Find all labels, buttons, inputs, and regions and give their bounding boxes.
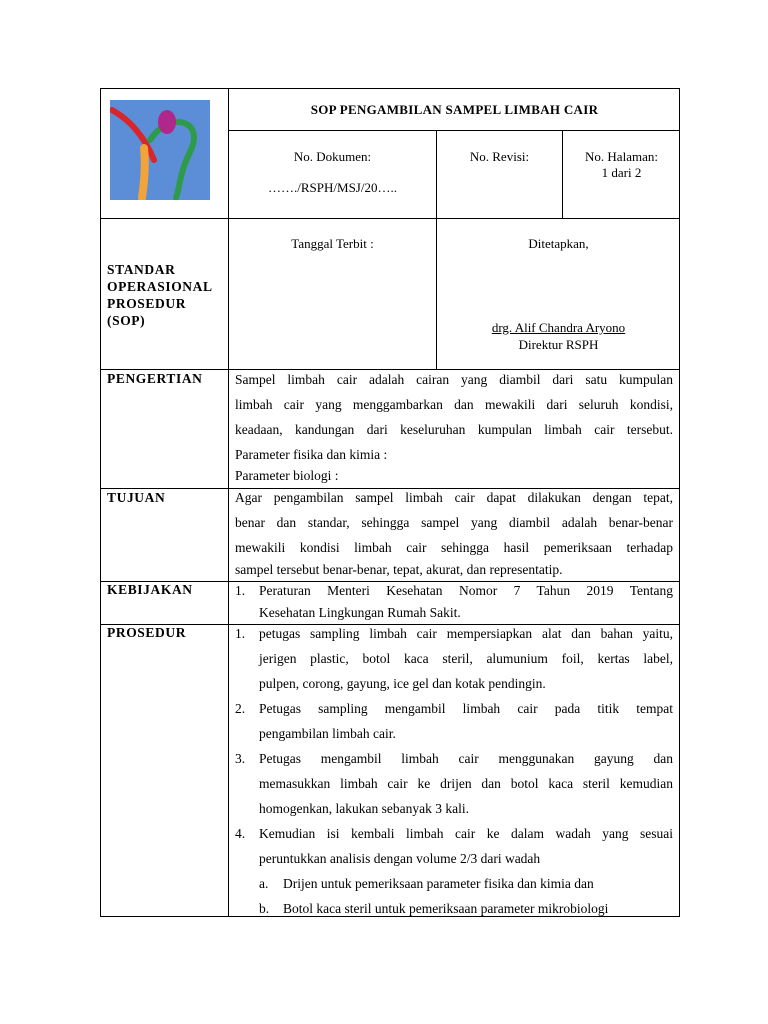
doc-number-value: ……./RSPH/MSJ/20…..: [268, 180, 397, 195]
prosedur-subline: Drijen untuk pemeriksaan parameter fisika dan kimia dan: [283, 876, 594, 891]
pengertian-line: keadaan, kandungan dari keseluruhan kumpulan limbah cair tersebut.: [235, 422, 673, 437]
list-number: 1.: [235, 626, 246, 641]
kebijakan-line: Peraturan Menteri Kesehatan Nomor 7 Tahun 2019 Tentang: [259, 583, 673, 598]
kebijakan-line: Kesehatan Lingkungan Rumah Sakit.: [259, 605, 461, 620]
list-item: [235, 621, 673, 696]
pengertian-text: [235, 367, 673, 484]
pengertian-line: Parameter fisika dan kimia :: [235, 447, 388, 462]
issue-date-label: Tanggal Terbit :: [291, 236, 374, 251]
list-item: [235, 578, 673, 623]
approved-label: Ditetapkan,: [528, 236, 589, 251]
revision-label: No. Revisi:: [469, 149, 530, 164]
tujuan-line: sampel tersebut benar-benar, tepat, akurat, dan representatip.: [235, 562, 563, 577]
prosedur-line: pengambilan limbah cair.: [259, 726, 396, 741]
list-number: 2.: [235, 701, 246, 716]
tujuan-line: mewakili kondisi limbah cair sehingga hasil pemeriksaan terhadap: [235, 540, 673, 555]
prosedur-line: petugas sampling limbah cair mempersiapkan alat dan bahan yaitu,: [259, 626, 673, 641]
list-number: 1.: [235, 583, 246, 598]
sub-list-letter: a.: [259, 876, 269, 891]
list-item: [235, 696, 673, 746]
sub-list-item: [235, 896, 673, 921]
tujuan-text: [235, 485, 673, 580]
row-divider: [228, 130, 680, 131]
prosedur-line: memasukkan limbah cair ke drijen dan botol kaca steril kemudian: [259, 776, 673, 791]
pengertian-line: Sampel limbah cair adalah cairan yang diambil dari satu kumpulan: [235, 372, 673, 387]
sub-list-item: [235, 871, 673, 896]
sop-document: [100, 88, 680, 917]
hospital-logo: [110, 100, 210, 200]
page-number-label: No. Halaman:: [585, 149, 658, 164]
prosedur-line: pulpen, corong, gayung, ice gel dan kotak pendingin.: [259, 676, 546, 691]
kebijakan-text: [235, 578, 673, 623]
logo-icon: [110, 100, 210, 200]
document-title: SOP PENGAMBILAN SAMPEL LIMBAH CAIR: [310, 102, 599, 117]
page-number-value: 1 dari 2: [601, 165, 642, 180]
sop-label-line: STANDAR: [107, 262, 176, 277]
sop-label: [107, 261, 227, 329]
prosedur-line: peruntukkan analisis dengan volume 2/3 dari wadah: [259, 851, 541, 866]
kebijakan-label: KEBIJAKAN: [107, 582, 193, 597]
column-divider: [436, 130, 437, 218]
list-item: [235, 746, 673, 821]
prosedur-line: jerigen plastic, botol kaca steril, alumunium foil, kertas label,: [259, 651, 673, 666]
pengertian-line: Parameter biologi :: [235, 468, 339, 483]
sop-label-line: PROSEDUR: [107, 296, 187, 311]
prosedur-line: homogenkan, lakukan sebanyak 3 kali.: [259, 801, 469, 816]
list-item: [235, 821, 673, 871]
doc-number-label: No. Dokumen:: [293, 149, 372, 164]
tujuan-label: TUJUAN: [107, 490, 166, 505]
list-number: 3.: [235, 751, 246, 766]
pengertian-label: PENGERTIAN: [107, 371, 203, 386]
column-divider: [228, 88, 229, 917]
prosedur-line: Kemudian isi kembali limbah cair ke dalam wadah yang sesuai: [259, 826, 673, 841]
pengertian-line: limbah cair yang menggambarkan dan mewakili dari seluruh kondisi,: [235, 397, 673, 412]
signer-title: Direktur RSPH: [518, 337, 599, 352]
tujuan-line: benar dan standar, sehingga sampel yang diambil adalah benar-benar: [235, 515, 673, 530]
prosedur-label: PROSEDUR: [107, 625, 187, 640]
sop-label-line: OPERASIONAL: [107, 279, 213, 294]
signer-name: drg. Alif Chandra Aryono: [491, 320, 626, 335]
prosedur-list: [235, 621, 673, 921]
sop-label-line: (SOP): [107, 313, 146, 328]
prosedur-line: Petugas sampling mengambil limbah cair pada titik tempat: [259, 701, 673, 716]
row-divider: [100, 218, 680, 219]
tujuan-line: Agar pengambilan sampel limbah cair dapat dilakukan dengan tepat,: [235, 490, 673, 505]
sub-list-letter: b.: [259, 901, 270, 916]
list-number: 4.: [235, 826, 246, 841]
prosedur-subline: Botol kaca steril untuk pemeriksaan parameter mikrobiologi: [283, 901, 609, 916]
prosedur-line: Petugas mengambil limbah cair menggunakan gayung dan: [259, 751, 673, 766]
